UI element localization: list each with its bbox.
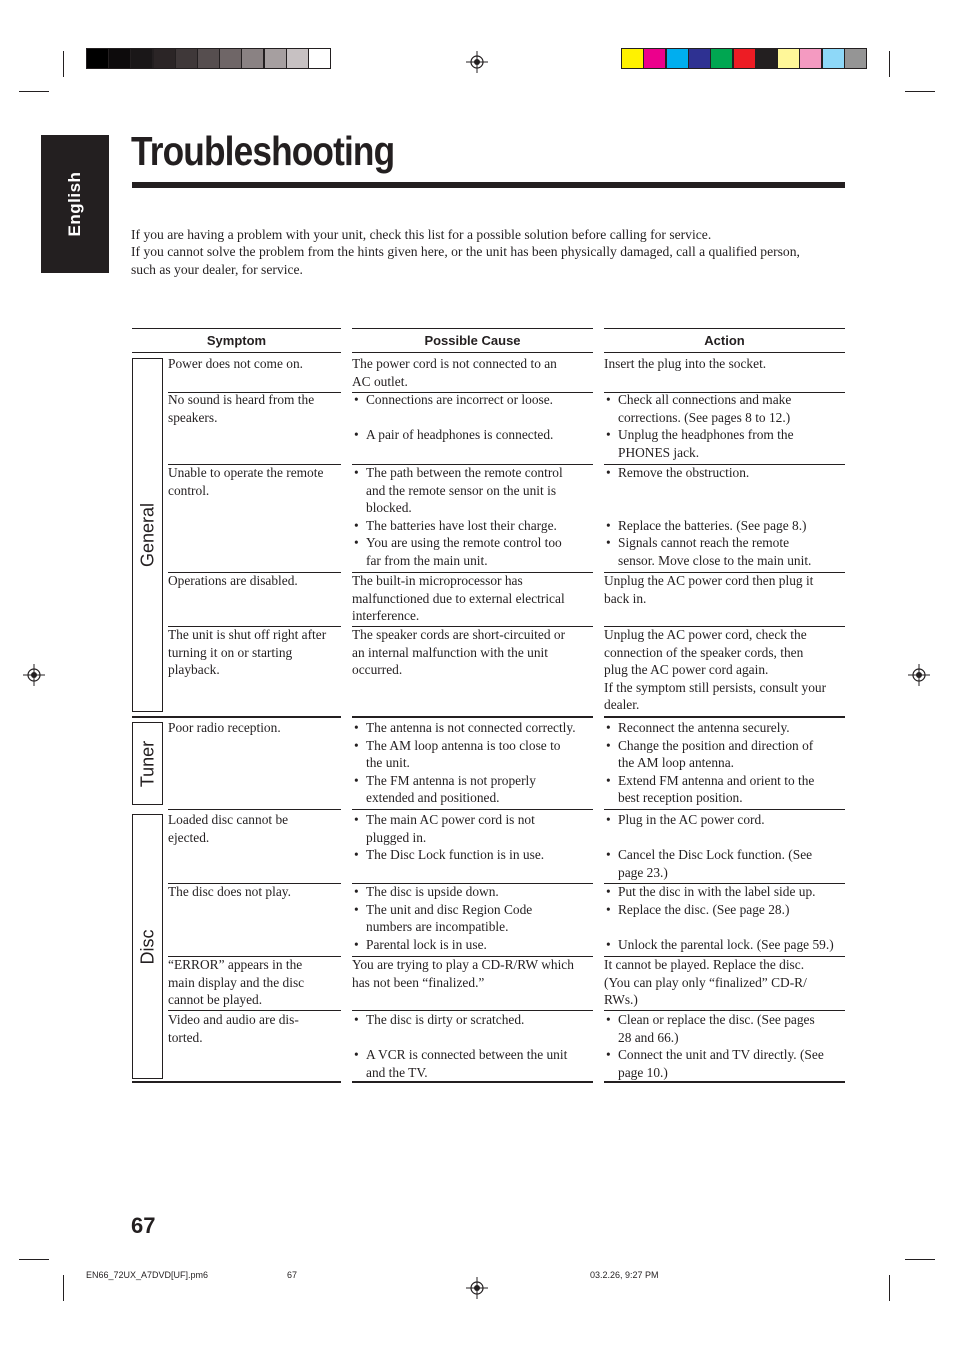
gray-swatch <box>308 48 331 69</box>
gray-swatch <box>286 48 309 69</box>
action-cell: • Reconnect the antenna securely. • Change the position and direction of the AM loop antenna. • Extend FM antenna and orient to the best reception position. <box>604 719 845 807</box>
cause-cell: You are trying to play a CD-R/RW which has not been “finalized.” <box>352 957 574 990</box>
color-swatch <box>621 48 644 69</box>
color-swatch <box>688 48 711 69</box>
cause-cell: • Connections are incorrect or loose. • A pair of headphones is connected. <box>352 391 593 444</box>
gray-swatch <box>264 48 287 69</box>
symptom-cell: Operations are disabled. <box>168 573 298 588</box>
cause-cell: The built-in microprocessor has malfunctioned due to external electrical interference. <box>352 573 565 624</box>
action-header: Action <box>604 328 845 353</box>
page-number: 67 <box>131 1213 156 1238</box>
language-tab <box>41 135 109 273</box>
symptom-cell: Unable to operate the remote control. <box>168 465 324 498</box>
title-rule <box>132 182 845 188</box>
registration-mark-icon <box>908 664 930 686</box>
intro-line: If you are having a problem with your unit, check this list for a possible solution before calling for service. <box>131 227 712 242</box>
color-swatch <box>822 48 845 69</box>
intro-line: such as your dealer, for service. <box>131 262 303 277</box>
color-swatch <box>777 48 800 69</box>
gray-swatch <box>108 48 131 69</box>
section-general <box>132 358 163 712</box>
cause-cell: • The disc is upside down. • The unit and disc Region Code numbers are incompatible. • Parental lock is in use. <box>352 883 593 953</box>
gray-swatch <box>219 48 242 69</box>
row-separator <box>352 809 593 810</box>
action-cell: • Remove the obstruction. • Replace the batteries. (See page 8.) • Signals cannot reach the remote sensor. Move close to the main unit. <box>604 464 845 570</box>
action-cell: It cannot be played. Replace the disc. (You can play only “finalized” CD-R/ RWs.) <box>604 957 807 1008</box>
color-swatch <box>710 48 733 69</box>
color-swatch <box>755 48 778 69</box>
section-disc <box>132 814 163 1079</box>
symptom-cell: Video and audio are dis- torted. <box>168 1012 299 1045</box>
color-swatch <box>733 48 756 69</box>
footer-date: 03.2.26, 9:27 PM <box>590 1270 659 1280</box>
symptom-cell: The unit is shut off right after turning it on or starting playback. <box>168 627 327 678</box>
symptom-cell: “ERROR” appears in the main display and the disc cannot be played. <box>168 957 305 1008</box>
color-swatch <box>643 48 666 69</box>
symptom-cell: No sound is heard from the speakers. <box>168 392 315 425</box>
cause-cell: The power cord is not connected to an AC outlet. <box>352 356 557 389</box>
action-cell: Unplug the AC power cord then plug it back in. <box>604 573 814 606</box>
section-label: Tuner <box>137 740 157 787</box>
registration-mark-icon <box>466 1277 488 1299</box>
action-cell: Insert the plug into the socket. <box>604 356 767 371</box>
footer-page: 67 <box>287 1270 298 1280</box>
section-tuner <box>132 722 163 805</box>
cause-cell: • The antenna is not connected correctly. • The AM loop antenna is too close to the unit. • The FM antenna is not properly extended and positioned. <box>352 719 593 807</box>
action-cell: • Clean or replace the disc. (See pages 28 and 66.) • Connect the unit and TV directly. (See page 10.) <box>604 1011 845 1081</box>
gray-swatch <box>130 48 153 69</box>
row-separator <box>132 1081 341 1083</box>
section-label: General <box>137 502 157 568</box>
language-tab-label: English <box>65 171 84 237</box>
symptom-cell: Poor radio reception. <box>168 720 281 735</box>
action-cell: Unplug the AC power cord, check the connection of the speaker cords, then plug the AC power cord again. If the symptom still persists, consult your dealer. <box>604 627 827 713</box>
symptom-cell: Power does not come on. <box>168 356 303 371</box>
symptom-cell: The disc does not play. <box>168 884 291 899</box>
registration-mark-icon <box>23 664 45 686</box>
cause-header: Possible Cause <box>352 328 593 353</box>
symptom-cell: Loaded disc cannot be ejected. <box>168 812 289 845</box>
action-cell: • Plug in the AC power cord. • Cancel the Disc Lock function. (See page 23.) <box>604 811 845 881</box>
cause-cell: • The path between the remote control and the remote sensor on the unit is blocked. • The batteries have lost their charge. • You are using the remote control too far from the main unit. <box>352 464 593 570</box>
row-separator <box>352 716 593 718</box>
action-cell: • Put the disc in with the label side up. • Replace the disc. (See page 28.) • Unlock the parental lock. (See page 59.) <box>604 883 849 953</box>
color-swatch <box>666 48 689 69</box>
row-separator <box>604 716 845 718</box>
gray-swatch <box>153 48 176 69</box>
color-swatch <box>844 48 867 69</box>
footer-file: EN66_72UX_A7DVD[UF].pm6 <box>86 1270 209 1280</box>
registration-mark-icon <box>466 51 488 73</box>
row-separator <box>168 809 341 810</box>
page-title: Troubleshooting <box>131 128 395 174</box>
color-swatch <box>799 48 822 69</box>
gray-swatch <box>241 48 264 69</box>
cause-cell: • The disc is dirty or scratched. • A VCR is connected between the unit and the TV. <box>352 1011 593 1081</box>
symptom-header: Symptom <box>132 328 341 353</box>
cause-cell: The speaker cords are short-circuited or an internal malfunction with the unit occurred. <box>352 627 566 678</box>
intro-line: If you cannot solve the problem from the hints given here, or the unit has been physically damaged, call a qualified person, <box>131 244 800 259</box>
gray-swatch <box>86 48 109 69</box>
row-separator <box>132 716 341 718</box>
section-label: Disc <box>137 929 157 964</box>
cause-cell: • The main AC power cord is not plugged in. • The Disc Lock function is in use. <box>352 811 593 864</box>
gray-swatch <box>197 48 220 69</box>
action-cell: • Check all connections and make corrections. (See pages 8 to 12.) • Unplug the headphones from the PHONES jack. <box>604 391 845 461</box>
gray-swatch <box>175 48 198 69</box>
row-separator <box>604 809 845 810</box>
